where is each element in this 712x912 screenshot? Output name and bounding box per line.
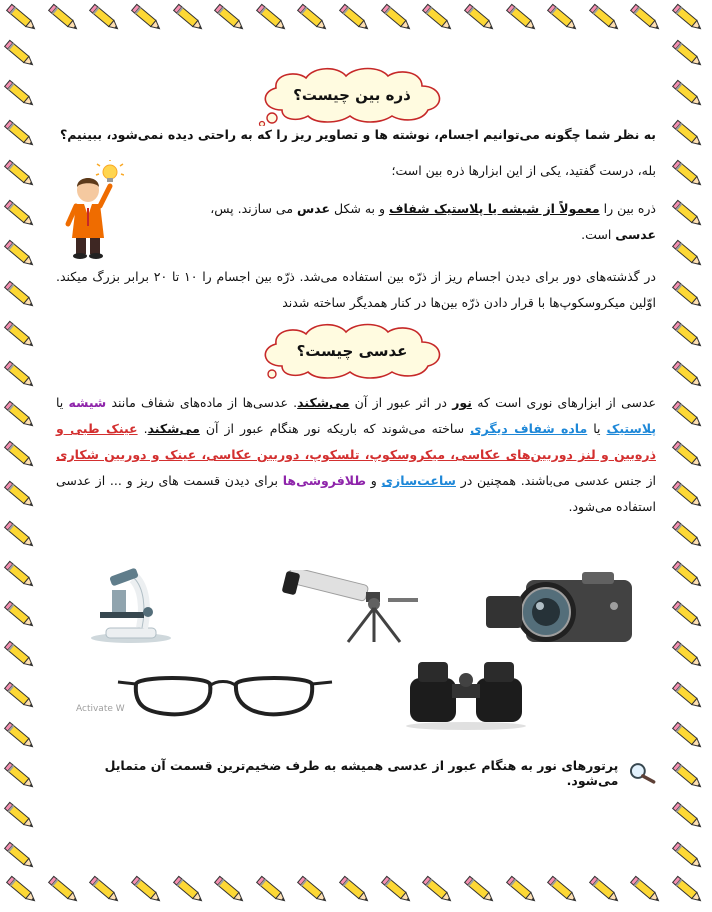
pencil-icon — [628, 872, 666, 912]
pencil-icon — [2, 36, 42, 74]
pencil-icon — [670, 557, 710, 595]
lens-text: در اثر عبور از آن — [349, 395, 453, 410]
pencil-icon — [171, 0, 209, 40]
pencil-icon — [2, 236, 42, 274]
lens-text: برای دیدن قسمت های ریز و ... از عدسی استفاده می‌شود. — [56, 473, 656, 514]
telescope-icon — [278, 570, 428, 644]
pencil-icon — [129, 872, 167, 912]
pencil-icon — [87, 872, 125, 912]
pencil-icon — [379, 872, 417, 912]
pencil-icon — [670, 678, 710, 716]
pencil-border-left — [2, 36, 42, 876]
pencil-icon — [2, 437, 42, 475]
pencil-icon — [212, 872, 250, 912]
pencil-icon — [670, 277, 710, 315]
camera-icon — [486, 566, 636, 650]
pencil-icon — [670, 597, 710, 635]
pencil-icon — [2, 357, 42, 395]
pencil-icon — [2, 196, 42, 234]
lens-description — [56, 390, 656, 520]
pencil-icon — [545, 0, 583, 40]
pencil-icon — [337, 0, 375, 40]
pencil-icon — [2, 397, 42, 435]
pencil-icon — [504, 872, 542, 912]
pencil-icon — [628, 0, 666, 40]
def-material: معمولاً از شیشه یا پلاستیک شفاف — [389, 201, 600, 216]
pencil-icon — [2, 718, 42, 756]
eyeglasses-icon — [116, 670, 336, 726]
pencil-icon — [545, 872, 583, 912]
pencil-icon — [670, 116, 710, 154]
lens-examples: عینک طبی و ذره‌بین و لنز دوربین‌های عکاسی، میکروسکوپ، تلسکوپ، دوربین عکاسی، عینک و دوربین شکاری — [56, 421, 656, 462]
pencil-icon — [420, 872, 458, 912]
def-text-4: است. — [581, 227, 616, 242]
pencil-border-right — [670, 36, 710, 876]
pencil-icon — [670, 196, 710, 234]
lens-text: . — [137, 421, 148, 436]
pencil-icon — [670, 397, 710, 435]
pencil-icon — [4, 872, 42, 912]
pencil-icon — [670, 357, 710, 395]
pencil-icon — [337, 872, 375, 912]
teacher-lightbulb-icon — [58, 160, 124, 260]
pencil-icon — [295, 0, 333, 40]
pencil-icon — [670, 798, 710, 836]
pencil-icon — [254, 872, 292, 912]
refraction-note-text: پرتورهای نور به هنگام عبور از عدسی همیشه به طرف ضخیم‌ترین قسمت آن متمایل می‌شود. — [104, 758, 619, 788]
lens-text: عدسی از ابزارهای نوری است که — [471, 395, 656, 410]
microscope-icon — [76, 568, 186, 644]
refraction-note — [56, 758, 656, 788]
heading-magnifier: ذره بین چیست؟ — [293, 86, 411, 104]
history-text: در گذشته‌های دور برای دیدن اجسام ریز از ذرّه بین استفاده می‌شد. ذرّه بین اجسام را ۱۰ تا ۲۰ برابر بزرگ میکند. اوّلین میکروسکوپ‌ها با قرار دادن ذرّه بین‌ها در کنار همدیگر ساخته شدند — [56, 269, 656, 310]
lens-refracts: می‌شکند — [297, 395, 350, 410]
def-text-3: می سازند. پس، — [210, 201, 298, 216]
binoculars-icon — [396, 656, 536, 730]
pencil-icon — [2, 477, 42, 515]
heading-cloud-magnifier — [252, 64, 452, 126]
pencil-icon — [254, 0, 292, 40]
worksheet-page — [56, 56, 656, 856]
lens-text: یا — [587, 421, 607, 436]
magnifier-icon — [628, 762, 656, 784]
pencil-icon — [420, 0, 458, 40]
pencil-icon — [2, 838, 42, 876]
lens-other-material: ماده شفاف دیگری — [470, 421, 588, 436]
pencil-icon — [587, 0, 625, 40]
lens-text: و — [366, 473, 382, 488]
lens-text: . عدسی‌ها از ماده‌های شفاف مانند — [106, 395, 298, 410]
pencil-icon — [2, 597, 42, 635]
pencil-icon — [2, 798, 42, 836]
pencil-icon — [4, 0, 42, 40]
pencil-icon — [2, 758, 42, 796]
pencil-icon — [670, 236, 710, 274]
pencil-icon — [670, 838, 710, 876]
pencil-icon — [2, 678, 42, 716]
lens-light: نور — [452, 395, 472, 410]
pencil-icon — [670, 36, 710, 74]
lens-refracts-2: می‌شکند — [147, 421, 200, 436]
pencil-icon — [2, 116, 42, 154]
pencil-icon — [2, 156, 42, 194]
pencil-icon — [379, 0, 417, 40]
def-text-1: ذره بین را — [599, 201, 656, 216]
pencil-icon — [2, 637, 42, 675]
lens-jewelry: طلافروشی‌ها — [282, 473, 367, 488]
pencil-icon — [670, 437, 710, 475]
pencil-icon — [670, 477, 710, 515]
lens-plastic: پلاستیک — [606, 421, 657, 436]
pencil-icon — [171, 872, 209, 912]
lens-text: یا — [56, 395, 69, 410]
pencil-icon — [670, 76, 710, 114]
lens-text: از جنس عدسی می‌باشند. همچنین در — [455, 473, 656, 488]
pencil-icon — [212, 0, 250, 40]
watermark-text: Activate W — [76, 704, 125, 714]
pencil-icon — [295, 872, 333, 912]
heading-cloud-lens — [252, 322, 452, 380]
heading-lens: عدسی چیست؟ — [296, 342, 408, 360]
pencil-icon — [670, 517, 710, 555]
pencil-icon — [587, 872, 625, 912]
pencil-border-bottom — [0, 872, 712, 912]
pencil-icon — [670, 758, 710, 796]
lens-glass: شیشه — [68, 395, 107, 410]
pencil-icon — [2, 517, 42, 555]
pencil-icon — [670, 317, 710, 355]
pencil-icon — [129, 0, 167, 40]
pencil-border-top — [0, 0, 712, 40]
pencil-icon — [2, 317, 42, 355]
pencil-icon — [87, 0, 125, 40]
lens-watchmaking: ساعت‌سازی — [381, 473, 456, 488]
pencil-icon — [46, 0, 84, 40]
pencil-icon — [670, 0, 708, 40]
lens-text: ساخته می‌شوند که باریکه نور هنگام عبور از آن — [199, 421, 471, 436]
answer-line: بله، درست گفتید، یکی از این ابزارها ذره بین است؛ — [391, 163, 656, 178]
pencil-icon — [670, 637, 710, 675]
pencil-icon — [504, 0, 542, 40]
pencil-icon — [462, 0, 500, 40]
def-lens: عدسی — [615, 227, 656, 242]
pencil-icon — [2, 76, 42, 114]
def-lentil: عدس — [297, 201, 331, 216]
pencil-icon — [670, 718, 710, 756]
magnifier-definition — [136, 196, 656, 248]
def-text-2: و به شکل — [330, 201, 389, 216]
pencil-icon — [46, 872, 84, 912]
question-text: به نظر شما چگونه می‌توانیم اجسام، نوشته ها و تصاویر ریز را که به راحتی دیده نمی‌شود، ببینیم؟ — [59, 127, 656, 142]
pencil-icon — [670, 872, 708, 912]
pencil-icon — [2, 277, 42, 315]
pencil-icon — [462, 872, 500, 912]
pencil-icon — [2, 557, 42, 595]
pencil-icon — [670, 156, 710, 194]
